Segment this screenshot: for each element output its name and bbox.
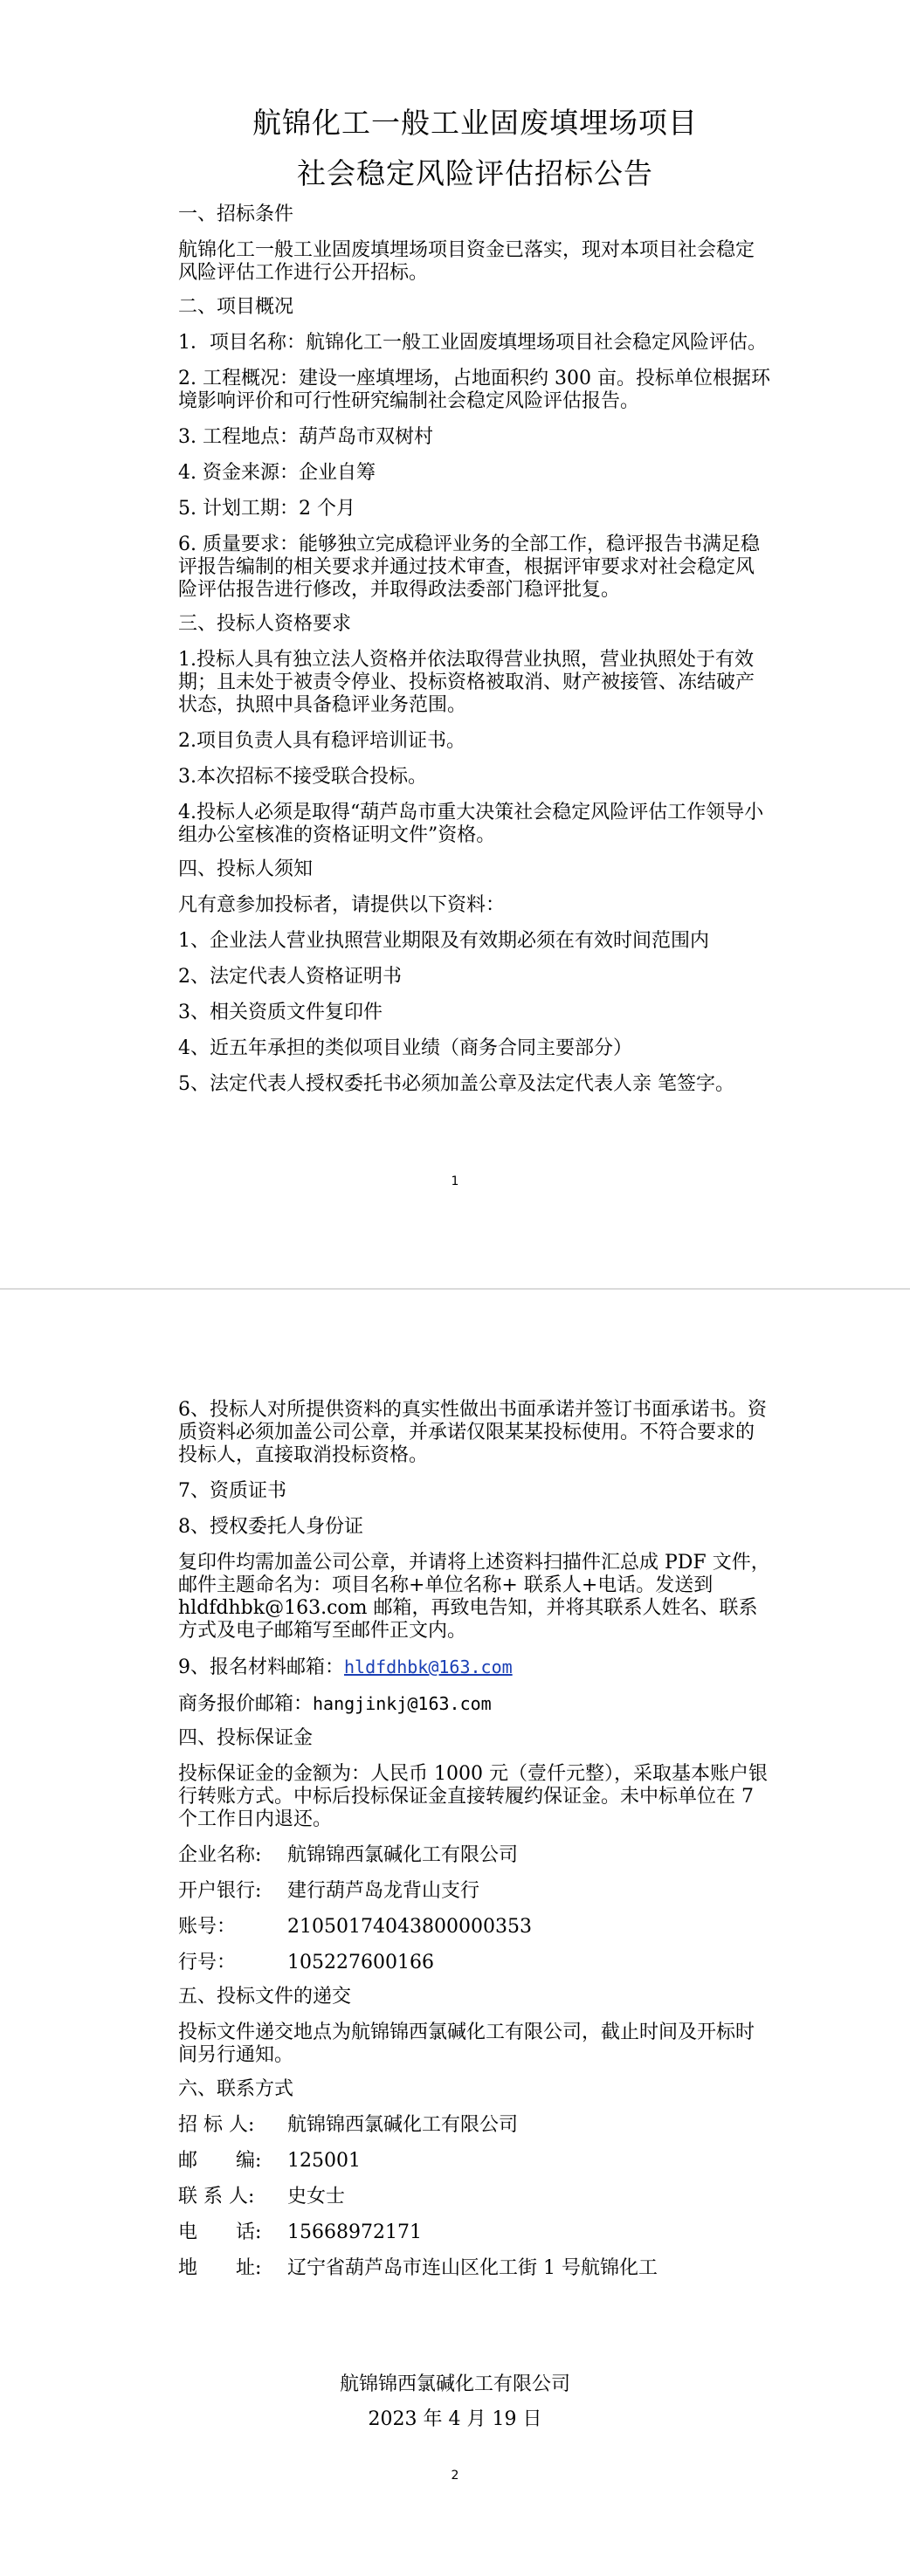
tenderer-value: 航锦锦西氯碱化工有限公司 <box>287 2114 519 2136</box>
notice-item-3: 3、相关资质文件复印件 <box>178 1002 383 1023</box>
contact-tenderer-row <box>178 2114 772 2137</box>
qualification-item-2: 2.项目负责人具有稳评培训证书。 <box>178 730 465 752</box>
quality-item: 6. 质量要求：能够独立完成稳评业务的全部工作，稳评报告书满足稳评报告编制的相关要求并通过技术审查，根据评审要求对社会稳定风险评估报告进行修改，并取得政法委部门稳评批复。 <box>178 534 760 601</box>
quote-email-line <box>178 1692 772 1716</box>
bank-code-value: 105227600166 <box>287 1952 434 1973</box>
bank-company-row <box>178 1844 772 1867</box>
section-1-heading: 一、招标条件 <box>178 203 294 225</box>
notice-item-2: 2、法定代表人资格证明书 <box>178 966 402 988</box>
deposit-heading: 四、投标保证金 <box>178 1727 314 1749</box>
contact-phone-row <box>178 2221 772 2244</box>
notice-item-4: 4、近五年承担的类似项目业绩（商务合同主要部分） <box>178 1037 632 1059</box>
bank-code-row <box>178 1952 772 1974</box>
bank-name-label: 开户银行: <box>178 1880 262 1902</box>
section-3-heading: 三、投标人资格要求 <box>178 613 352 635</box>
phone-value: 15668972171 <box>287 2221 422 2243</box>
page-2-content <box>178 1399 772 2280</box>
notice-item-6: 6、投标人对所提供资料的真实性做出书面承诺并签订书面承诺书。资质资料必须加盖公司公章，并承诺仅限某某投标使用。不符合要求的投标人，直接取消投标资格。 <box>178 1399 767 1466</box>
notice-item-8: 8、授权委托人身份证 <box>178 1516 363 1538</box>
notice-item-7: 7、资质证书 <box>178 1480 286 1502</box>
section-1-text: 航锦化工一般工业固废填埋场项目资金已落实，现对本项目社会稳定风险评估工作进行公开招标。 <box>178 239 755 284</box>
contact-person-label: 联 系 人: <box>178 2186 255 2208</box>
deposit-text: 投标保证金的金额为：人民币 1000 元（壹仟元整），采取基本账户银行转账方式。中标后投标保证金直接转履约保证金。未中标单位在 7 个工作日内退还。 <box>178 1763 768 1830</box>
qualification-item-1: 1.投标人具有独立法人资格并依法取得营业执照，营业执照处于有效期；且未处于被责令停业、投标资格被取消、财产被接管、冻结破产状态，执照中具备稳评业务范围。 <box>178 649 755 716</box>
address-label: 地 址: <box>178 2257 262 2279</box>
contact-address-row <box>178 2257 772 2280</box>
registration-email-link[interactable]: hldfdhbk@163.com <box>344 1656 513 1677</box>
funding-source-item: 4. 资金来源：企业自筹 <box>178 462 376 484</box>
section-5-heading: 五、投标文件的递交 <box>178 1986 352 2008</box>
account-number-value: 21050174043800000353 <box>287 1916 532 1938</box>
copy-instructions: 复印件均需加盖公司公章，并请将上述资料扫描件汇总成 PDF 文件，邮件主题命名为：项目名称+单位名称+ 联系人+电话。发送到 hldfdhbk@163.com 邮箱，再致电告知，并将其联系人姓名、联系方式及电子邮箱写至邮件正文内。 <box>178 1552 770 1642</box>
contact-person-value: 史女士 <box>287 2186 346 2208</box>
schedule-item: 5. 计划工期：2 个月 <box>178 498 355 520</box>
section-2-heading: 二、项目概况 <box>178 296 294 318</box>
contact-postcode-row <box>178 2150 772 2173</box>
doc-title-line-1: 航锦化工一般工业固废填埋场项目 <box>252 106 698 140</box>
qualification-item-3: 3.本次招标不接受联合投标。 <box>178 766 427 788</box>
section-6-heading: 六、联系方式 <box>178 2078 294 2100</box>
page-number-1: 1 <box>451 1174 459 1188</box>
bank-name-value: 建行葫芦岛龙背山支行 <box>287 1880 480 1902</box>
notice-item-1: 1、企业法人营业执照营业期限及有效期必须在有效时间范围内 <box>178 930 709 952</box>
signature-date: 2023 年 4 月 19 日 <box>368 2408 542 2430</box>
section-4-heading: 四、投标人须知 <box>178 858 314 880</box>
tenderer-label: 招 标 人: <box>178 2114 255 2136</box>
address-value: 辽宁省葫芦岛市连山区化工街 1 号航锦化工 <box>287 2257 658 2279</box>
registration-email-label: 9、报名材料邮箱： <box>178 1656 344 1678</box>
notice-item-5: 5、法定代表人授权委托书必须加盖公章及法定代表人亲 笔签字。 <box>178 1073 734 1095</box>
bank-company-label: 企业名称: <box>178 1844 262 1866</box>
signature-company: 航锦锦西氯碱化工有限公司 <box>339 2373 570 2395</box>
registration-email-line <box>178 1656 772 1679</box>
account-number-label: 账号： <box>178 1916 237 1938</box>
quote-email-value: hangjinkj@163.com <box>313 1693 492 1714</box>
phone-label: 电 话: <box>178 2221 262 2243</box>
section-5-text: 投标文件递交地点为航锦锦西氯碱化工有限公司，截止时间及开标时间另行通知。 <box>178 2022 755 2066</box>
doc-title-line-2: 社会稳定风险评估招标公告 <box>297 156 653 190</box>
bank-company-value: 航锦锦西氯碱化工有限公司 <box>287 1844 519 1866</box>
project-name-item: 1．项目名称：航锦化工一般工业固废填埋场项目社会稳定风险评估。 <box>178 332 767 354</box>
bank-code-label: 行号： <box>178 1952 237 1973</box>
document-page-2 <box>0 1288 910 2576</box>
contact-person-row <box>178 2186 772 2208</box>
bank-name-row <box>178 1880 772 1903</box>
postcode-value: 125001 <box>287 2150 361 2172</box>
bidder-notice-intro: 凡有意参加投标者，请提供以下资料： <box>178 894 506 916</box>
postcode-label: 邮 编: <box>178 2150 262 2172</box>
project-location-item: 3. 工程地点：葫芦岛市双树村 <box>178 426 433 448</box>
page-1-content <box>178 103 772 1096</box>
qualification-item-4: 4.投标人必须是取得“葫芦岛市重大决策社会稳定风险评估工作领导小组办公室核准的资格证明文件”资格。 <box>178 802 764 846</box>
project-overview-item: 2. 工程概况：建设一座填埋场，占地面积约 300 亩。投标单位根据环境影响评价和可行性研究编制社会稳定风险评估报告。 <box>178 368 770 412</box>
page-number-2: 2 <box>451 2469 459 2483</box>
account-number-row <box>178 1916 772 1939</box>
quote-email-label: 商务报价邮箱： <box>178 1693 314 1715</box>
